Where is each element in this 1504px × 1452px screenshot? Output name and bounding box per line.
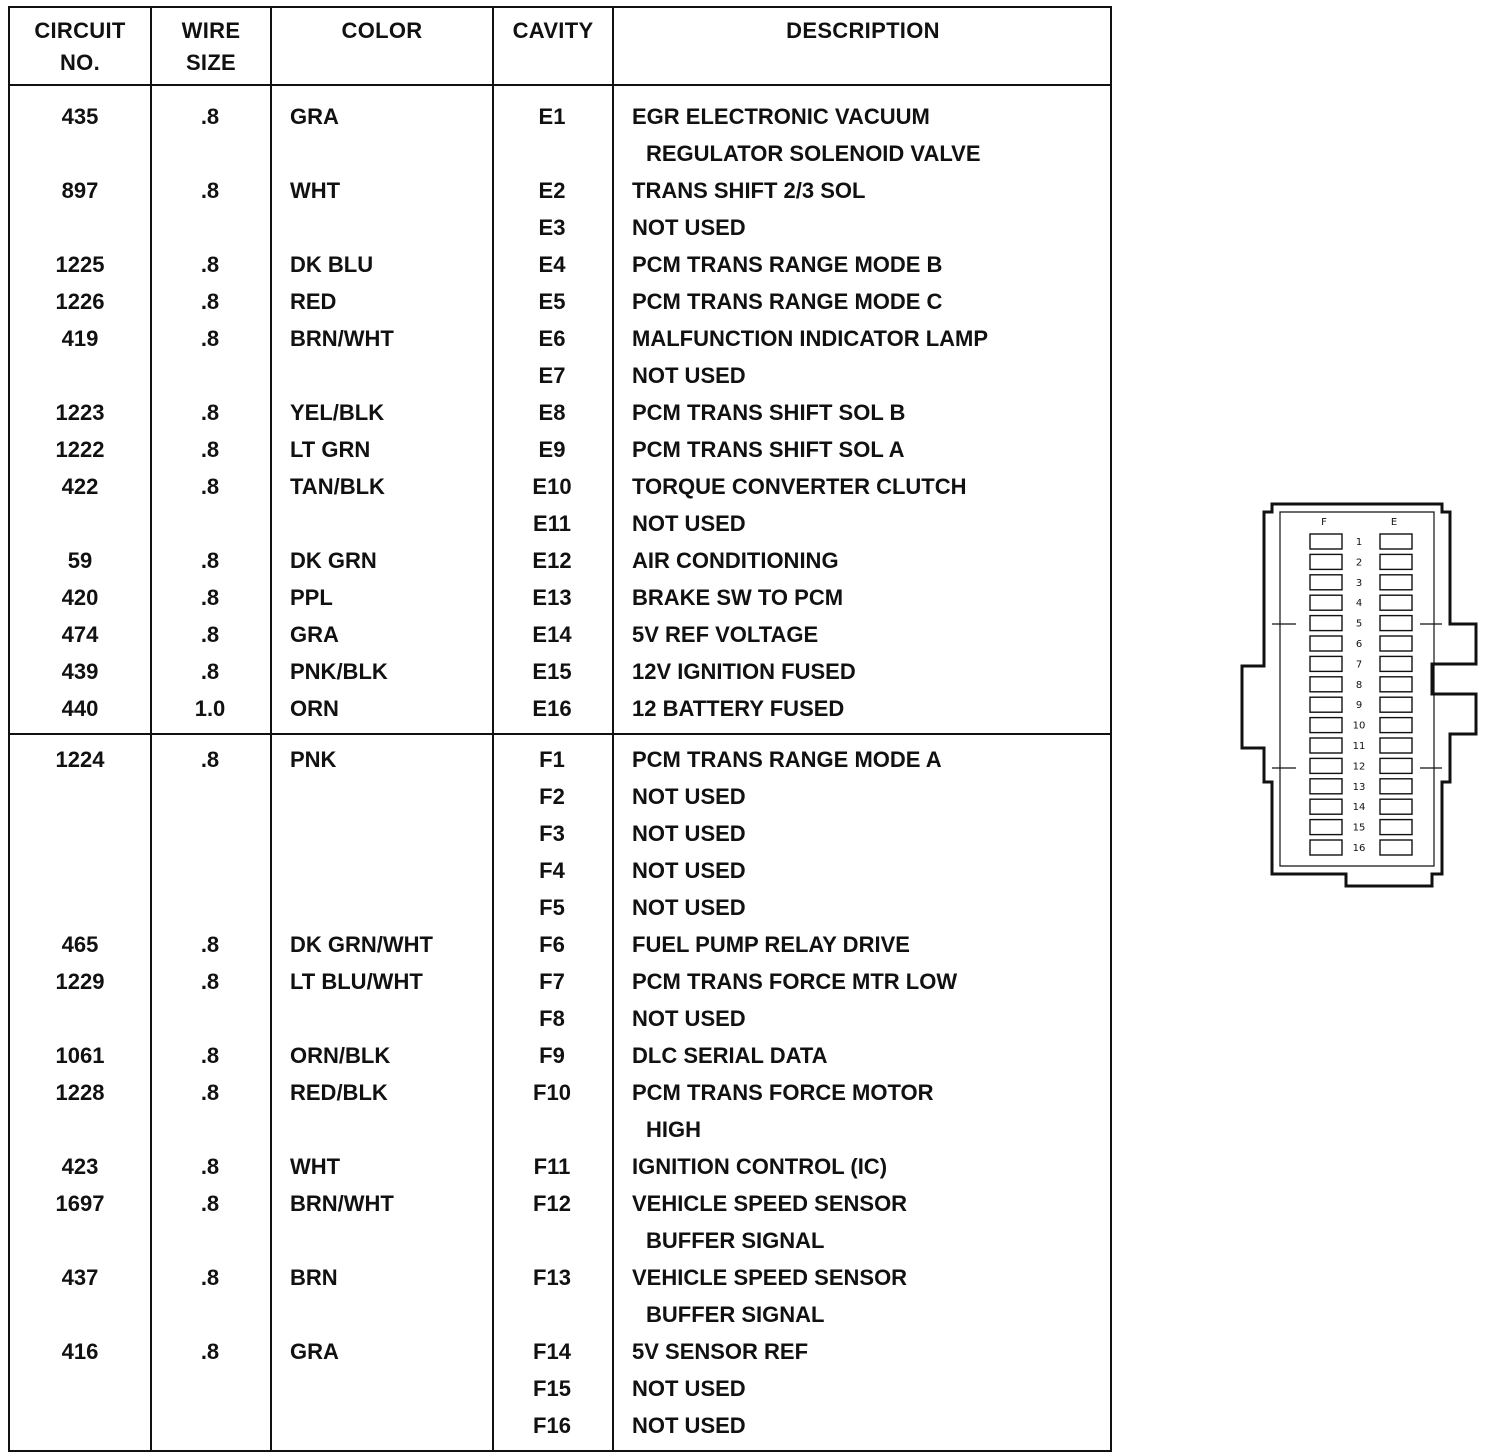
circuit-number: 422 bbox=[61, 474, 99, 499]
wire-color: WHT bbox=[290, 1154, 341, 1179]
cavity-id: F2 bbox=[539, 784, 565, 809]
description: NOT USED bbox=[632, 821, 746, 846]
description-continuation: HIGH bbox=[646, 1117, 701, 1142]
header-wire-line1: WIRE bbox=[181, 18, 241, 43]
circuit-number: 1224 bbox=[55, 747, 105, 772]
wire-color: DK GRN/WHT bbox=[290, 932, 433, 957]
table-row bbox=[10, 98, 1110, 172]
cavity-id: E9 bbox=[538, 437, 566, 462]
pin-cavity-f bbox=[1310, 779, 1342, 794]
wire-color: DK GRN bbox=[290, 548, 377, 573]
cavity-id: E15 bbox=[532, 659, 572, 684]
description: VEHICLE SPEED SENSOR bbox=[632, 1191, 908, 1216]
pin-cavity-e bbox=[1380, 697, 1412, 712]
cavity-id: F12 bbox=[533, 1191, 571, 1216]
description-continuation: REGULATOR SOLENOID VALVE bbox=[646, 141, 981, 166]
header-color: COLOR bbox=[270, 8, 492, 84]
circuit-number: 420 bbox=[61, 585, 99, 610]
wire-color: BRN bbox=[290, 1265, 338, 1290]
wire-size: .8 bbox=[200, 474, 220, 499]
wire-color: GRA bbox=[290, 104, 339, 129]
circuit-number: 1061 bbox=[55, 1043, 105, 1068]
pin-cavity-f bbox=[1310, 799, 1342, 814]
pin-cavity-f bbox=[1310, 820, 1342, 835]
description: EGR ELECTRONIC VACUUM bbox=[632, 104, 930, 129]
cavity-id: F5 bbox=[539, 895, 565, 920]
circuit-number: 474 bbox=[61, 622, 99, 647]
pin-cavity-e bbox=[1380, 779, 1412, 794]
wire-color: RED/BLK bbox=[290, 1080, 388, 1105]
pin-cavity-f bbox=[1310, 575, 1342, 590]
wire-size: .8 bbox=[200, 437, 220, 462]
wire-color: LT GRN bbox=[290, 437, 371, 462]
pin-cavity-f bbox=[1310, 758, 1342, 773]
description: PCM TRANS SHIFT SOL B bbox=[632, 400, 906, 425]
wire-color: GRA bbox=[290, 622, 339, 647]
description: PCM TRANS RANGE MODE A bbox=[632, 747, 942, 772]
wire-size: .8 bbox=[200, 1154, 220, 1179]
pin-number: 8 bbox=[1355, 679, 1363, 691]
table-row bbox=[10, 1074, 1110, 1148]
table-row bbox=[10, 320, 1110, 357]
pin-number: 10 bbox=[1352, 720, 1366, 732]
description: PCM TRANS FORCE MTR LOW bbox=[632, 969, 958, 994]
circuit-number: 1222 bbox=[55, 437, 105, 462]
table-row bbox=[10, 209, 1110, 246]
wire-color: BRN/WHT bbox=[290, 326, 394, 351]
table-row bbox=[10, 579, 1110, 616]
wire-size: .8 bbox=[200, 1080, 220, 1105]
table-row bbox=[10, 963, 1110, 1000]
description: 5V SENSOR REF bbox=[632, 1339, 809, 1364]
wire-size: .8 bbox=[200, 747, 220, 772]
cavity-id: E5 bbox=[538, 289, 566, 314]
circuit-number: 419 bbox=[61, 326, 99, 351]
pin-cavity-f bbox=[1310, 697, 1342, 712]
wire-size: .8 bbox=[200, 1043, 220, 1068]
circuit-number: 1223 bbox=[55, 400, 105, 425]
header-circuit-no bbox=[10, 8, 150, 84]
pin-cavity-f bbox=[1310, 636, 1342, 651]
cavity-id: E13 bbox=[532, 585, 572, 610]
table-row bbox=[10, 1037, 1110, 1074]
cavity-id: F11 bbox=[533, 1154, 571, 1179]
description: NOT USED bbox=[632, 363, 746, 388]
pin-cavity-e bbox=[1380, 758, 1412, 773]
wire-size: .8 bbox=[200, 659, 220, 684]
cavity-group-f bbox=[10, 733, 1110, 1450]
cavity-id: F7 bbox=[539, 969, 565, 994]
pin-number: 5 bbox=[1355, 618, 1363, 630]
pin-number: 12 bbox=[1352, 761, 1366, 773]
table-row bbox=[10, 357, 1110, 394]
cavity-id: F10 bbox=[533, 1080, 571, 1105]
wire-color: LT BLU/WHT bbox=[290, 969, 423, 994]
table-row bbox=[10, 1148, 1110, 1185]
pin-cavity-e bbox=[1380, 575, 1412, 590]
cavity-id: E10 bbox=[532, 474, 572, 499]
cavity-id: E2 bbox=[538, 178, 566, 203]
pin-cavity-e bbox=[1380, 738, 1412, 753]
table-row bbox=[10, 542, 1110, 579]
pin-cavity-f bbox=[1310, 677, 1342, 692]
circuit-number: 439 bbox=[61, 659, 99, 684]
circuit-number: 59 bbox=[67, 548, 93, 573]
wire-size: .8 bbox=[200, 252, 220, 277]
wire-size: .8 bbox=[200, 1339, 220, 1364]
table-row bbox=[10, 468, 1110, 505]
pin-number: 1 bbox=[1355, 537, 1363, 548]
wire-size: .8 bbox=[200, 104, 220, 129]
pin-cavity-e bbox=[1380, 616, 1412, 631]
header-wire-line2: SIZE bbox=[185, 50, 237, 75]
description: NOT USED bbox=[632, 1006, 746, 1031]
table-row bbox=[10, 815, 1110, 852]
circuit-number: 897 bbox=[61, 178, 99, 203]
header-cavity: CAVITY bbox=[492, 8, 612, 84]
circuit-number: 465 bbox=[61, 932, 99, 957]
cavity-id: E16 bbox=[532, 696, 572, 721]
table-row bbox=[10, 1259, 1110, 1333]
pin-cavity-f bbox=[1310, 656, 1342, 671]
table-row bbox=[10, 616, 1110, 653]
cavity-id: E4 bbox=[538, 252, 566, 277]
pin-cavity-f bbox=[1310, 595, 1342, 610]
description: 12V IGNITION FUSED bbox=[632, 659, 856, 684]
circuit-number: 1226 bbox=[55, 289, 105, 314]
pin-cavity-f bbox=[1310, 840, 1342, 855]
description: NOT USED bbox=[632, 895, 746, 920]
description: TORQUE CONVERTER CLUTCH bbox=[632, 474, 967, 499]
table-row bbox=[10, 778, 1110, 815]
table-row bbox=[10, 283, 1110, 320]
header-wire-size bbox=[150, 8, 270, 84]
connector-column-label: E bbox=[1390, 517, 1398, 528]
table-row bbox=[10, 889, 1110, 926]
pin-number: 16 bbox=[1352, 843, 1366, 854]
wire-color: PPL bbox=[290, 585, 333, 610]
cavity-id: F14 bbox=[533, 1339, 571, 1364]
table-row bbox=[10, 741, 1110, 778]
pin-cavity-e bbox=[1380, 554, 1412, 569]
table-row bbox=[10, 852, 1110, 889]
cavity-id: E1 bbox=[538, 104, 566, 129]
table-row bbox=[10, 653, 1110, 690]
cavity-id: F3 bbox=[539, 821, 565, 846]
pin-number: 4 bbox=[1355, 598, 1363, 610]
cavity-id: E14 bbox=[532, 622, 572, 647]
description: NOT USED bbox=[632, 1376, 746, 1401]
cavity-id: F4 bbox=[539, 858, 565, 883]
wire-size: .8 bbox=[200, 178, 220, 203]
table-row bbox=[10, 505, 1110, 542]
description: FUEL PUMP RELAY DRIVE bbox=[632, 932, 910, 957]
pin-cavity-f bbox=[1310, 534, 1342, 549]
description: NOT USED bbox=[632, 215, 746, 240]
cavity-id: E6 bbox=[538, 326, 566, 351]
circuit-number: 423 bbox=[61, 1154, 99, 1179]
cavity-id: F13 bbox=[533, 1265, 571, 1290]
header-circuit-line2: NO. bbox=[59, 50, 100, 75]
wire-size: .8 bbox=[200, 622, 220, 647]
description-continuation: BUFFER SIGNAL bbox=[646, 1302, 825, 1327]
wire-size: .8 bbox=[200, 548, 220, 573]
description: NOT USED bbox=[632, 858, 746, 883]
circuit-number: 416 bbox=[61, 1339, 99, 1364]
cavity-id: F9 bbox=[539, 1043, 565, 1068]
description: TRANS SHIFT 2/3 SOL bbox=[632, 178, 866, 203]
cavity-id: E8 bbox=[538, 400, 566, 425]
pin-cavity-e bbox=[1380, 799, 1412, 814]
pin-cavity-f bbox=[1310, 616, 1342, 631]
wire-color: ORN bbox=[290, 696, 339, 721]
pin-cavity-e bbox=[1380, 840, 1412, 855]
circuit-number: 437 bbox=[61, 1265, 99, 1290]
description: NOT USED bbox=[632, 784, 746, 809]
description: MALFUNCTION INDICATOR LAMP bbox=[632, 326, 989, 351]
wire-size: .8 bbox=[200, 400, 220, 425]
pin-cavity-f bbox=[1310, 718, 1342, 733]
wire-color: TAN/BLK bbox=[290, 474, 385, 499]
connector-column-label: F bbox=[1321, 517, 1327, 528]
cavity-id: F16 bbox=[533, 1413, 571, 1438]
description: PCM TRANS RANGE MODE C bbox=[632, 289, 943, 314]
pin-number: 3 bbox=[1355, 577, 1363, 589]
pin-cavity-f bbox=[1310, 738, 1342, 753]
table-row bbox=[10, 1000, 1110, 1037]
wire-size: .8 bbox=[200, 1265, 220, 1290]
description: PCM TRANS SHIFT SOL A bbox=[632, 437, 905, 462]
circuit-number: 1697 bbox=[55, 1191, 105, 1216]
wire-color: RED bbox=[290, 289, 337, 314]
pin-number: 11 bbox=[1352, 741, 1366, 752]
cavity-id: E7 bbox=[538, 363, 566, 388]
pin-cavity-f bbox=[1310, 554, 1342, 569]
pin-cavity-e bbox=[1380, 820, 1412, 835]
description: AIR CONDITIONING bbox=[632, 548, 839, 573]
pin-cavity-e bbox=[1380, 636, 1412, 651]
wire-size: .8 bbox=[200, 932, 220, 957]
wire-color: BRN/WHT bbox=[290, 1191, 394, 1216]
wire-color: ORN/BLK bbox=[290, 1043, 391, 1068]
circuit-number: 1228 bbox=[55, 1080, 105, 1105]
pin-number: 15 bbox=[1352, 822, 1366, 834]
pin-cavity-e bbox=[1380, 718, 1412, 733]
cavity-id: E12 bbox=[532, 548, 572, 573]
description: NOT USED bbox=[632, 1413, 746, 1438]
cavity-id: F1 bbox=[539, 747, 565, 772]
wire-color: WHT bbox=[290, 178, 341, 203]
table-row bbox=[10, 1407, 1110, 1444]
description: 12 BATTERY FUSED bbox=[632, 696, 845, 721]
cavity-id: E3 bbox=[538, 215, 566, 240]
description: PCM TRANS RANGE MODE B bbox=[632, 252, 943, 277]
wire-size: .8 bbox=[200, 326, 220, 351]
pin-cavity-e bbox=[1380, 677, 1412, 692]
cavity-id: F15 bbox=[533, 1376, 571, 1401]
header-circuit-line1: CIRCUIT bbox=[34, 18, 126, 43]
table-row bbox=[10, 246, 1110, 283]
description: DLC SERIAL DATA bbox=[632, 1043, 828, 1068]
circuit-number: 435 bbox=[61, 104, 99, 129]
pin-number: 6 bbox=[1355, 639, 1363, 650]
connector-face-diagram bbox=[1236, 498, 1480, 892]
table-row bbox=[10, 172, 1110, 209]
table-row bbox=[10, 1333, 1110, 1370]
description: 5V REF VOLTAGE bbox=[632, 622, 819, 647]
table-row bbox=[10, 690, 1110, 727]
header-description: DESCRIPTION bbox=[612, 8, 1112, 84]
pinout-table bbox=[8, 6, 1112, 1452]
circuit-number: 1229 bbox=[55, 969, 105, 994]
description: NOT USED bbox=[632, 511, 746, 536]
description: BRAKE SW TO PCM bbox=[632, 585, 844, 610]
table-row bbox=[10, 394, 1110, 431]
pin-number: 7 bbox=[1355, 659, 1363, 671]
table-row bbox=[10, 431, 1110, 468]
description: VEHICLE SPEED SENSOR bbox=[632, 1265, 908, 1290]
pin-number: 2 bbox=[1355, 557, 1363, 569]
wire-size: .8 bbox=[200, 289, 220, 314]
table-row bbox=[10, 1185, 1110, 1259]
wire-color: GRA bbox=[290, 1339, 339, 1364]
wire-color: YEL/BLK bbox=[290, 400, 385, 425]
pin-number: 9 bbox=[1355, 700, 1363, 712]
wire-color: PNK bbox=[290, 747, 337, 772]
cavity-id: F6 bbox=[539, 932, 565, 957]
pin-cavity-e bbox=[1380, 595, 1412, 610]
pin-number: 13 bbox=[1352, 781, 1366, 793]
circuit-number: 440 bbox=[61, 696, 99, 721]
pin-cavity-e bbox=[1380, 534, 1412, 549]
cavity-group-e bbox=[10, 86, 1110, 733]
table-row bbox=[10, 926, 1110, 963]
wire-color: DK BLU bbox=[290, 252, 374, 277]
table-header bbox=[10, 8, 1110, 86]
wire-size: .8 bbox=[200, 585, 220, 610]
description-continuation: BUFFER SIGNAL bbox=[646, 1228, 825, 1253]
wire-color: PNK/BLK bbox=[290, 659, 388, 684]
circuit-number: 1225 bbox=[55, 252, 105, 277]
description: IGNITION CONTROL (IC) bbox=[632, 1154, 888, 1179]
wire-size: .8 bbox=[200, 969, 220, 994]
cavity-id: E11 bbox=[533, 511, 571, 536]
table-row bbox=[10, 1370, 1110, 1407]
cavity-id: F8 bbox=[539, 1006, 565, 1031]
wire-size: 1.0 bbox=[194, 696, 226, 721]
pin-cavity-e bbox=[1380, 656, 1412, 671]
pin-number: 14 bbox=[1352, 802, 1366, 814]
description: PCM TRANS FORCE MOTOR bbox=[632, 1080, 934, 1105]
wire-size: .8 bbox=[200, 1191, 220, 1216]
